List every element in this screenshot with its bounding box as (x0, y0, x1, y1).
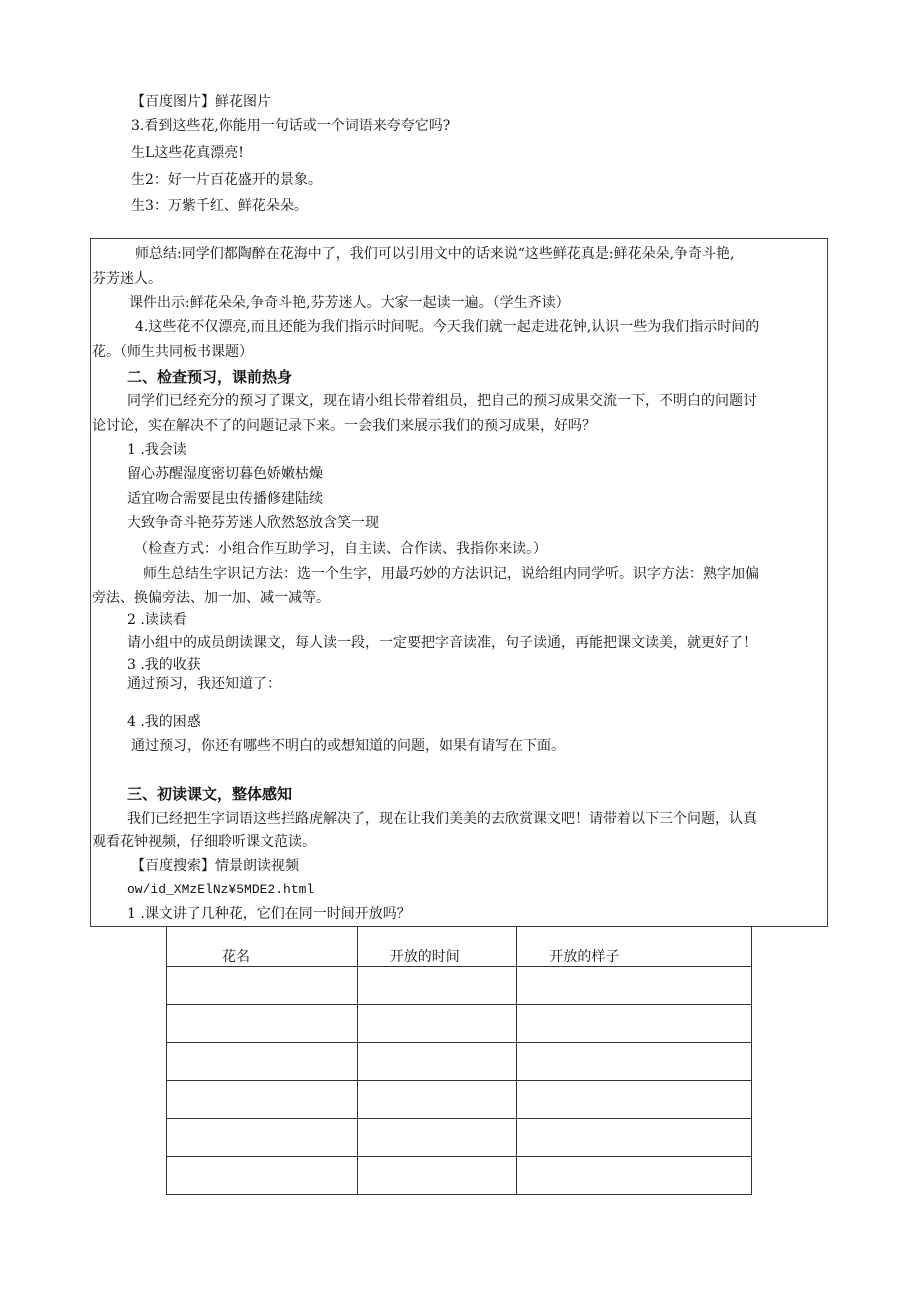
box-line: 1 .课文讲了几种花，它们在同一时间开放吗？ (127, 906, 411, 922)
header-open-look: 开放的样子 (517, 927, 752, 967)
table-cell[interactable] (167, 1081, 358, 1119)
box-line: 4.这些花不仅漂亮,而且还能为我们指示时间呢。今天我们就一起走进花钟,认识一些为我们指示时间的 (135, 319, 760, 335)
section-heading: 二、检查预习，课前热身 (127, 368, 293, 386)
intro-line: 生L这些花真漂亮! (131, 145, 244, 161)
table-cell[interactable] (517, 967, 752, 1005)
box-line: 通过预习，我还知道了： (127, 676, 281, 692)
header-open-time: 开放的时间 (357, 927, 517, 967)
box-line: 芬芳迷人。 (92, 271, 162, 287)
box-line: 师生总结生字识记方法：选一个生字，用最巧妙的方法识记，说给组内同学听。识字方法：熟字加偏 (143, 566, 759, 582)
table-cell[interactable] (357, 1005, 517, 1043)
box-line: （检查方式：小组合作互助学习，自主读、合作读、我指你来读。） (134, 541, 547, 557)
table-row (167, 1081, 752, 1119)
box-line: 1 .我会读 (127, 442, 187, 458)
section-heading: 三、初读课文，整体感知 (127, 785, 293, 803)
box-line: 花。（师生共同板书课题） (92, 344, 253, 360)
intro-line: 生3：万紫千红、鲜花朵朵。 (131, 198, 308, 214)
box-line: 论讨论，实在解决不了的问题记录下来。一会我们来展示我们的预习成果，好吗？ (92, 418, 596, 434)
table-cell[interactable] (167, 1005, 358, 1043)
header-flower-name: 花名 (167, 927, 358, 967)
box-line: 我们已经把生字词语这些拦路虎解决了，现在让我们美美的去欣赏课文吧！请带着以下三个问题，认真 (127, 811, 757, 827)
flower-table (166, 926, 752, 1195)
box-line: 同学们已经充分的预习了课文，现在请小组长带着组员，把自己的预习成果交流一下，不明白的问题讨 (127, 393, 757, 409)
table-cell[interactable] (357, 1119, 517, 1157)
box-line: 通过预习，你还有哪些不明白的或想知道的问题，如果有请写在下面。 (131, 738, 565, 754)
box-line: 请小组中的成员朗读课文，每人读一段，一定要把字音读准，句子读通，再能把课文读美，就更好了！ (127, 635, 757, 651)
box-line: 留心苏醒湿度密切暮色娇嫩枯燥 (127, 466, 323, 482)
table-header-row (167, 927, 752, 967)
table-cell[interactable] (357, 1081, 517, 1119)
table-row (167, 1043, 752, 1081)
table-cell[interactable] (167, 1157, 358, 1195)
table-cell[interactable] (517, 1119, 752, 1157)
box-line: ow/id_XMzElNz¥5MDE2.html (127, 882, 315, 897)
intro-line: 3.看到这些花,你能用一句话或一个词语来夸夸它吗? (131, 118, 451, 134)
box-line: 【百度搜索】情景朗读视频 (131, 858, 299, 874)
table-cell[interactable] (357, 967, 517, 1005)
box-line: 大致争奇斗艳芬芳迷人欣然怒放含笑一现 (127, 515, 379, 531)
box-line: 课件出示:鲜花朵朵,争奇斗艳,芬芳迷人。大家一起读一遍。（学生齐读） (129, 295, 570, 311)
table-cell[interactable] (167, 1119, 358, 1157)
table-row (167, 1119, 752, 1157)
table-row (167, 1157, 752, 1195)
box-line: 观看花钟视频，仔细聆听课文范读。 (92, 834, 316, 850)
table-row (167, 1005, 752, 1043)
table-cell[interactable] (517, 1005, 752, 1043)
box-line: 师总结:同学们都陶醉在花海中了，我们可以引用文中的话来说“这些鲜花真是:鲜花朵朵,争奇斗艳, (135, 246, 735, 262)
box-line: 3 .我的收获 (127, 657, 201, 673)
box-line: 适宜吻合需要昆虫传播修建陆续 (127, 491, 323, 507)
table-cell[interactable] (517, 1157, 752, 1195)
table-cell[interactable] (167, 1043, 358, 1081)
box-line: 旁法、换偏旁法、加一加、减一减等。 (92, 590, 330, 606)
table-row (167, 967, 752, 1005)
box-line: 2 .读读看 (127, 612, 187, 628)
table-cell[interactable] (357, 1157, 517, 1195)
intro-line: 【百度图片】鲜花图片 (131, 94, 271, 110)
table-cell[interactable] (167, 967, 358, 1005)
intro-line: 生2：好一片百花盛开的景象。 (131, 172, 322, 188)
box-line: 4 .我的困惑 (127, 714, 201, 730)
table-cell[interactable] (517, 1043, 752, 1081)
table-cell[interactable] (517, 1081, 752, 1119)
table-cell[interactable] (357, 1043, 517, 1081)
